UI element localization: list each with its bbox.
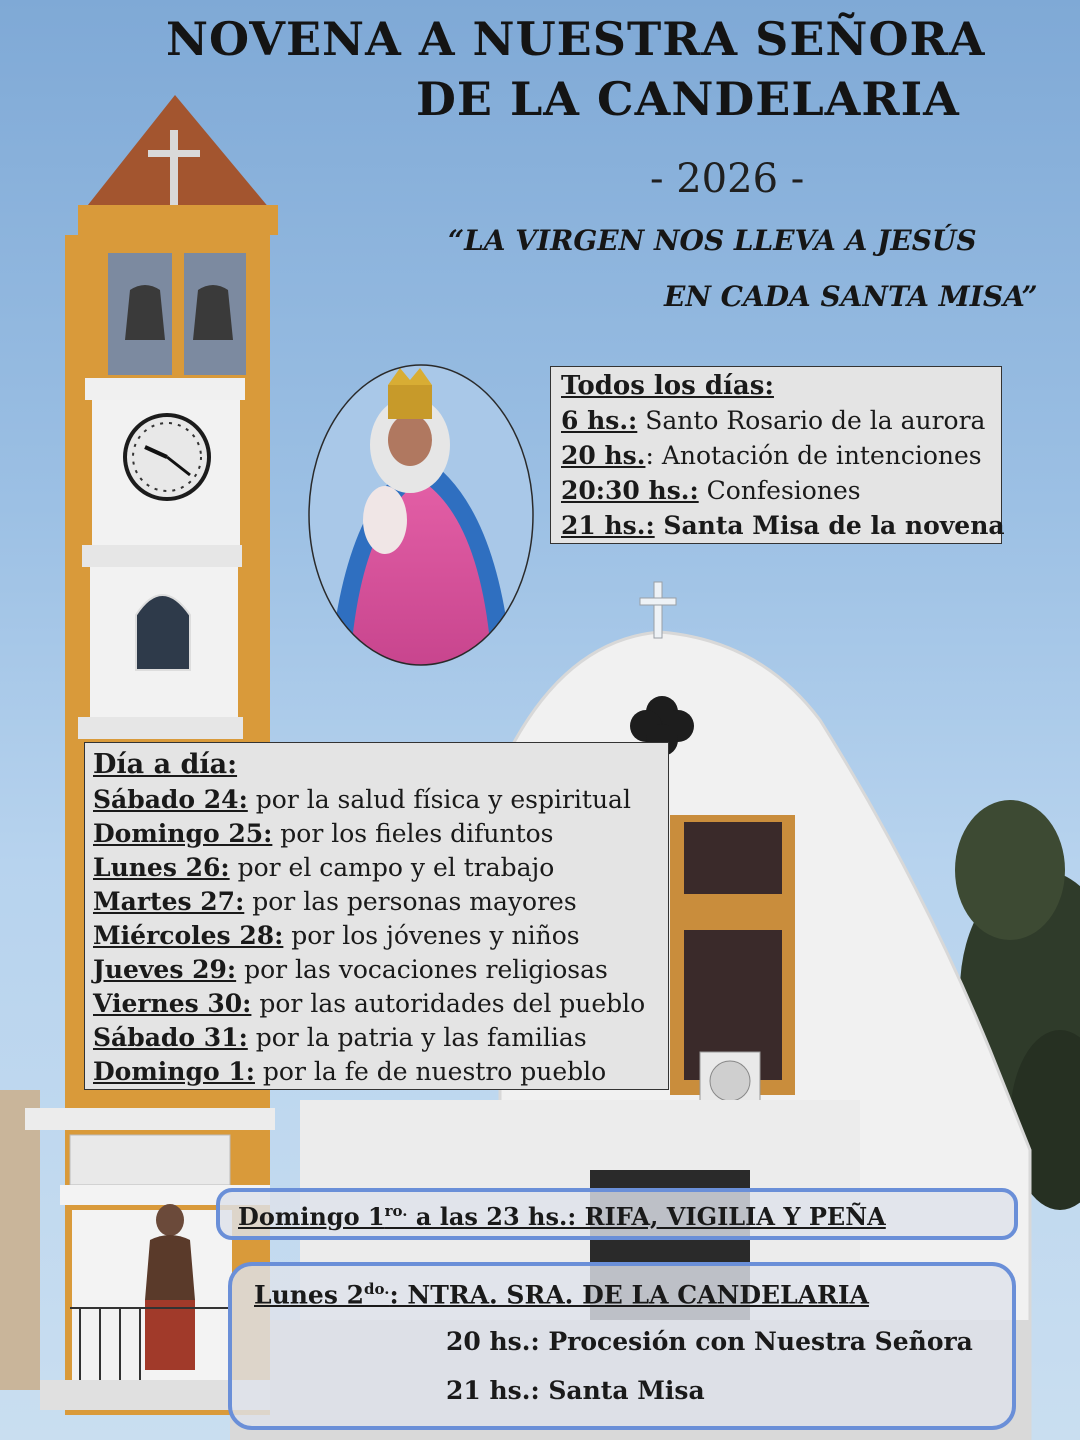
intention-day: Viernes 30: xyxy=(93,989,252,1018)
intention-row xyxy=(93,1055,668,1089)
intention-text: por los fieles difuntos xyxy=(272,819,554,848)
intention-text: por las autoridades del pueblo xyxy=(251,989,646,1018)
intention-row xyxy=(93,885,668,919)
intention-day: Sábado 31: xyxy=(93,1023,248,1052)
domingo-event-text xyxy=(238,1202,886,1231)
dia-a-dia-box xyxy=(84,742,669,1090)
intention-text: por la fe de nuestro pueblo xyxy=(254,1057,607,1086)
lunes-event-mass: 21 hs.: Santa Misa xyxy=(446,1376,705,1406)
title-line-1: NOVENA A NUESTRA SEÑORA xyxy=(166,12,986,66)
lunes-event-prefix: Lunes 2 xyxy=(254,1280,365,1310)
intention-text: por la patria y las familias xyxy=(247,1023,587,1052)
ac-fan xyxy=(710,1061,750,1101)
lunes-event-procession: 20 hs.: Procesión con Nuestra Señora xyxy=(446,1327,973,1357)
schedule-row xyxy=(561,403,1001,438)
intention-row xyxy=(93,919,668,953)
schedule-text: Santo Rosario de la aurora xyxy=(637,406,986,435)
clock-icon xyxy=(125,415,209,499)
intention-row xyxy=(93,817,668,851)
schedule-row xyxy=(561,473,1001,508)
title-line-2: DE LA CANDELARIA xyxy=(416,72,960,126)
intention-day: Lunes 26: xyxy=(93,853,230,882)
schedule-text: Santa Misa de la novena xyxy=(654,511,1005,540)
stained-window-upper xyxy=(684,822,782,894)
motto-line-2: EN CADA SANTA MISA” xyxy=(664,280,1038,313)
intention-row xyxy=(93,1021,668,1055)
lunes-event-title xyxy=(254,1280,1012,1309)
intention-day: Jueves 29: xyxy=(93,955,237,984)
schedule-time: 20 hs. xyxy=(561,441,646,470)
intention-row xyxy=(93,953,668,987)
schedule-row xyxy=(561,508,1005,543)
domingo-event-prefix: Domingo 1 xyxy=(238,1202,385,1231)
intention-row xyxy=(93,851,668,885)
lunes-event xyxy=(228,1262,1016,1430)
intention-text: por los jóvenes y niños xyxy=(283,921,580,950)
motto-line-1: “LA VIRGEN NOS LLEVA A JESÚS xyxy=(448,224,977,257)
schedule-text: : Anotación de intenciones xyxy=(645,441,982,470)
intention-text: por las vocaciones religiosas xyxy=(236,955,608,984)
domingo-event-rest: a las 23 hs.: RIFA, VIGILIA Y PEÑA xyxy=(407,1202,886,1231)
intention-text: por las personas mayores xyxy=(244,887,577,916)
intention-day: Martes 27: xyxy=(93,887,245,916)
intention-row xyxy=(93,987,668,1021)
dia-a-dia-heading: Día a día: xyxy=(93,749,238,780)
schedule-row xyxy=(561,438,1001,473)
todos-los-dias-heading: Todos los días: xyxy=(561,371,774,401)
domingo-event-sup: ro. xyxy=(384,1202,408,1220)
intention-day: Domingo 25: xyxy=(93,819,273,848)
schedule-time: 6 hs.: xyxy=(561,406,638,435)
year: - 2026 - xyxy=(650,156,805,202)
schedule-text: Confesiones xyxy=(698,476,861,505)
lunes-event-sup: do. xyxy=(364,1280,390,1298)
intention-text: por el campo y el trabajo xyxy=(229,853,555,882)
intention-day: Sábado 24: xyxy=(93,785,248,814)
intention-row xyxy=(93,783,668,817)
intention-day: Miércoles 28: xyxy=(93,921,284,950)
schedule-time: 20:30 hs.: xyxy=(561,476,699,505)
intention-day: Domingo 1: xyxy=(93,1057,255,1086)
lunes-event-rest: : NTRA. SRA. DE LA CANDELARIA xyxy=(389,1280,869,1310)
domingo-event xyxy=(216,1188,1018,1240)
intention-text: por la salud física y espiritual xyxy=(247,785,631,814)
nave-cross xyxy=(640,582,676,638)
virgin-candelaria-image xyxy=(300,360,540,670)
schedule-time: 21 hs.: xyxy=(561,511,655,540)
todos-los-dias-box xyxy=(550,366,1005,544)
left-building xyxy=(0,1090,40,1390)
